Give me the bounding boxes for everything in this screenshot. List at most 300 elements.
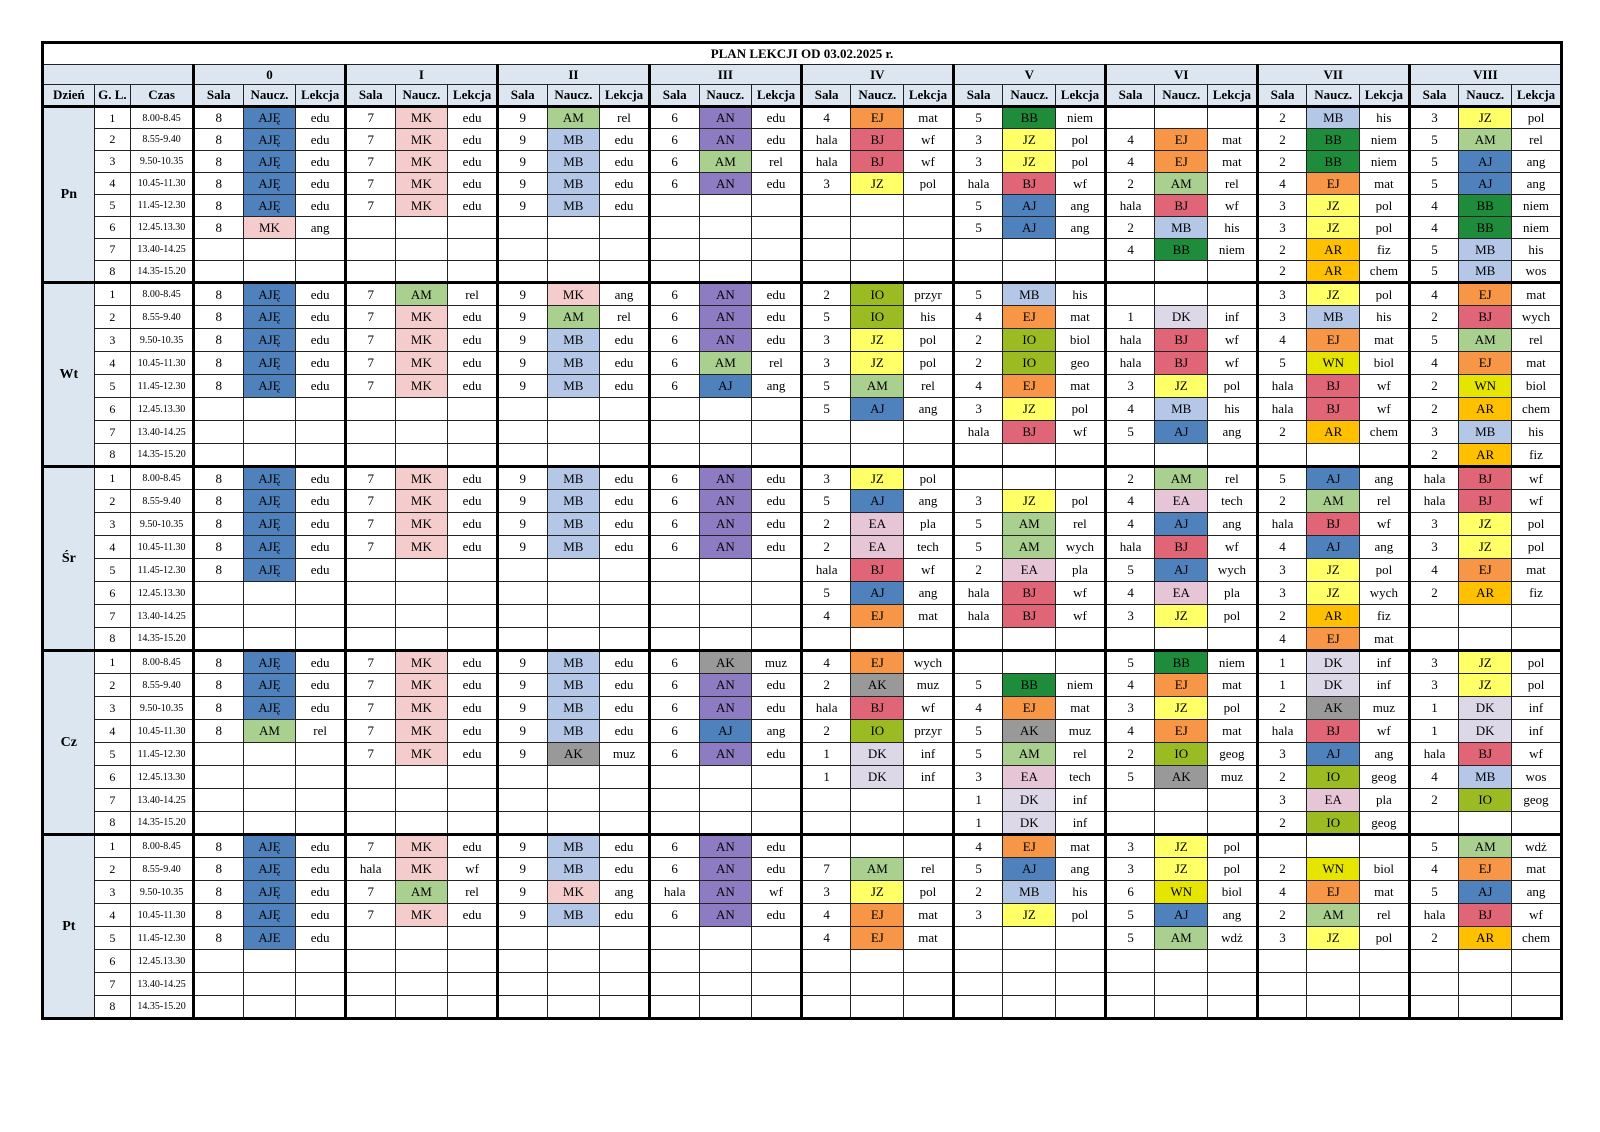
teacher-cell: MB xyxy=(547,835,600,858)
subject-cell: his xyxy=(1360,107,1410,129)
subject-cell: pol xyxy=(1360,283,1410,306)
room-cell: 8 xyxy=(193,467,243,490)
teacher-cell: AN xyxy=(699,129,752,151)
subject-cell xyxy=(1360,950,1410,973)
subject-cell xyxy=(904,628,954,651)
lesson-time: 14.35-15.20 xyxy=(131,996,194,1019)
room-cell: 9 xyxy=(497,858,547,881)
room-cell xyxy=(649,973,699,996)
teacher-cell: DK xyxy=(1459,697,1512,720)
room-cell: hala xyxy=(1105,352,1155,375)
teacher-cell xyxy=(547,628,600,651)
room-cell: 9 xyxy=(497,375,547,398)
teacher-column-header: Naucz. xyxy=(1155,85,1208,107)
room-cell xyxy=(1257,973,1307,996)
teacher-cell: DK xyxy=(1155,306,1208,329)
table-row xyxy=(43,107,1562,129)
room-cell xyxy=(345,261,395,283)
room-cell: 7 xyxy=(345,835,395,858)
subject-cell: ang xyxy=(1360,743,1410,766)
lesson-number: 8 xyxy=(94,812,130,835)
teacher-cell: EJ xyxy=(1155,720,1208,743)
subject-cell: edu xyxy=(296,107,346,129)
subject-cell: wf xyxy=(904,697,954,720)
room-cell: 1 xyxy=(953,789,1003,812)
lesson-number: 7 xyxy=(94,789,130,812)
lesson-time: 8.55-9.40 xyxy=(131,306,194,329)
teacher-cell: EJ xyxy=(1459,352,1512,375)
day-label: Cz xyxy=(43,651,95,835)
room-cell: 5 xyxy=(1257,467,1307,490)
teacher-cell: MB xyxy=(547,329,600,352)
teacher-cell: AJĘ xyxy=(243,904,296,927)
teacher-cell: JZ xyxy=(1459,674,1512,697)
lesson-time: 13.40-14.25 xyxy=(131,789,194,812)
room-cell: 2 xyxy=(953,329,1003,352)
subject-cell xyxy=(752,605,802,628)
subject-cell: pla xyxy=(1360,789,1410,812)
teacher-cell: AJĘ xyxy=(243,173,296,195)
teacher-cell: BJ xyxy=(1155,329,1208,352)
teacher-cell xyxy=(243,239,296,261)
teacher-cell xyxy=(1459,605,1512,628)
room-cell: 7 xyxy=(345,195,395,217)
subject-cell: mat xyxy=(904,605,954,628)
subject-cell: pol xyxy=(1512,536,1562,559)
subject-cell: mat xyxy=(1056,697,1106,720)
teacher-cell xyxy=(1003,467,1056,490)
subject-cell: wf xyxy=(752,881,802,904)
subject-cell xyxy=(600,927,650,950)
subject-cell: pla xyxy=(904,513,954,536)
room-cell: 2 xyxy=(1409,444,1459,467)
room-cell xyxy=(193,582,243,605)
room-cell: 8 xyxy=(193,107,243,129)
teacher-cell: BJ xyxy=(1307,720,1360,743)
teacher-cell: EJ xyxy=(1459,559,1512,582)
teacher-cell: AN xyxy=(699,858,752,881)
subject-cell: chem xyxy=(1360,421,1410,444)
room-cell: 1 xyxy=(801,766,851,789)
subject-cell: edu xyxy=(296,559,346,582)
subject-cell: pol xyxy=(1056,151,1106,173)
subject-cell: edu xyxy=(600,697,650,720)
day-label: Śr xyxy=(43,467,95,651)
day-column-header: Dzień xyxy=(43,85,95,107)
teacher-cell: AJ xyxy=(1459,173,1512,195)
subject-cell: mat xyxy=(904,904,954,927)
teacher-cell: AR xyxy=(1307,421,1360,444)
room-cell: 6 xyxy=(649,306,699,329)
teacher-cell: MB xyxy=(547,173,600,195)
teacher-cell: AM xyxy=(1155,467,1208,490)
subject-cell: niem xyxy=(1512,195,1562,217)
room-cell: 2 xyxy=(1257,239,1307,261)
room-cell xyxy=(345,628,395,651)
subject-cell xyxy=(600,398,650,421)
table-row xyxy=(43,398,1562,421)
room-column-header: Sala xyxy=(953,85,1003,107)
lesson-time: 13.40-14.25 xyxy=(131,239,194,261)
room-cell: 8 xyxy=(193,674,243,697)
subject-cell xyxy=(752,973,802,996)
subject-cell: edu xyxy=(448,674,498,697)
teacher-cell: IO xyxy=(1307,812,1360,835)
lesson-number: 6 xyxy=(94,950,130,973)
subject-cell: edu xyxy=(600,467,650,490)
subject-cell xyxy=(296,261,346,283)
room-cell: 8 xyxy=(193,306,243,329)
table-row xyxy=(43,239,1562,261)
subject-cell: biol xyxy=(1360,352,1410,375)
teacher-cell: JZ xyxy=(851,467,904,490)
subject-cell xyxy=(448,239,498,261)
teacher-cell xyxy=(547,789,600,812)
subject-cell xyxy=(752,789,802,812)
room-cell xyxy=(193,789,243,812)
subject-cell: edu xyxy=(296,881,346,904)
subject-cell xyxy=(752,444,802,467)
subject-cell: ang xyxy=(600,283,650,306)
teacher-cell: MB xyxy=(547,697,600,720)
subject-cell: edu xyxy=(296,697,346,720)
subject-cell: inf xyxy=(1512,697,1562,720)
room-cell: 6 xyxy=(649,107,699,129)
subject-cell: pol xyxy=(1208,697,1258,720)
subject-cell xyxy=(448,812,498,835)
subject-cell xyxy=(752,421,802,444)
subject-cell xyxy=(752,239,802,261)
subject-cell: rel xyxy=(1056,743,1106,766)
room-cell: hala xyxy=(1409,743,1459,766)
teacher-cell: AJ xyxy=(1155,513,1208,536)
subject-cell xyxy=(600,950,650,973)
subject-cell xyxy=(1208,812,1258,835)
lesson-time: 8.00-8.45 xyxy=(131,835,194,858)
teacher-cell: AJĘ xyxy=(243,352,296,375)
room-cell: 7 xyxy=(345,375,395,398)
room-cell: 4 xyxy=(1409,352,1459,375)
room-cell xyxy=(1409,628,1459,651)
day-label: Wt xyxy=(43,283,95,467)
teacher-cell xyxy=(547,444,600,467)
subject-cell: wf xyxy=(1056,582,1106,605)
teacher-cell: AJĘ xyxy=(243,107,296,129)
teacher-cell: MK xyxy=(395,490,448,513)
subject-cell: edu xyxy=(296,835,346,858)
room-cell: hala xyxy=(649,881,699,904)
teacher-cell: DK xyxy=(1003,789,1056,812)
teacher-cell: MB xyxy=(547,904,600,927)
lesson-number: 8 xyxy=(94,996,130,1019)
room-cell: 9 xyxy=(497,467,547,490)
subject-cell: edu xyxy=(296,927,346,950)
teacher-cell xyxy=(851,239,904,261)
room-cell: 4 xyxy=(1105,513,1155,536)
room-cell: 1 xyxy=(1105,306,1155,329)
subject-column-header: Lekcja xyxy=(1056,85,1106,107)
subject-cell xyxy=(904,835,954,858)
subject-cell xyxy=(296,444,346,467)
teacher-cell: EJ xyxy=(1307,173,1360,195)
class-header: IV xyxy=(801,65,953,85)
teacher-cell: AN xyxy=(699,329,752,352)
subject-cell: wf xyxy=(1208,329,1258,352)
teacher-cell: AR xyxy=(1307,239,1360,261)
subject-cell: rel xyxy=(752,151,802,173)
teacher-cell: AJ xyxy=(1155,559,1208,582)
subject-column-header: Lekcja xyxy=(1360,85,1410,107)
subject-cell: chem xyxy=(1360,261,1410,283)
class-header: III xyxy=(649,65,801,85)
subject-cell: wf xyxy=(1512,467,1562,490)
teacher-cell xyxy=(699,628,752,651)
subject-cell: pol xyxy=(1360,927,1410,950)
lesson-time: 8.00-8.45 xyxy=(131,651,194,674)
lesson-time: 12.45.13.30 xyxy=(131,766,194,789)
room-cell: 5 xyxy=(953,195,1003,217)
subject-cell: ang xyxy=(600,881,650,904)
teacher-cell: BJ xyxy=(1003,173,1056,195)
teacher-cell: AJ xyxy=(1307,536,1360,559)
teacher-cell xyxy=(243,812,296,835)
room-cell: 5 xyxy=(1105,421,1155,444)
teacher-cell: AR xyxy=(1459,582,1512,605)
teacher-cell xyxy=(243,743,296,766)
teacher-cell xyxy=(547,605,600,628)
subject-cell xyxy=(752,398,802,421)
subject-cell: edu xyxy=(448,173,498,195)
room-cell: hala xyxy=(1257,513,1307,536)
room-cell: hala xyxy=(801,129,851,151)
teacher-cell: MK xyxy=(395,674,448,697)
room-cell: 4 xyxy=(1105,490,1155,513)
room-cell: 2 xyxy=(1409,789,1459,812)
teacher-cell: AJ xyxy=(1155,904,1208,927)
subject-cell: muz xyxy=(904,674,954,697)
teacher-cell: AJ xyxy=(1459,881,1512,904)
teacher-cell: AN xyxy=(699,743,752,766)
room-column-header: Sala xyxy=(193,85,243,107)
teacher-cell xyxy=(395,950,448,973)
subject-cell: mat xyxy=(1512,559,1562,582)
subject-cell: pol xyxy=(1360,195,1410,217)
subject-cell: biol xyxy=(1512,375,1562,398)
subject-cell: niem xyxy=(1208,651,1258,674)
teacher-cell: MK xyxy=(395,107,448,129)
subject-cell xyxy=(600,582,650,605)
teacher-cell: AJĘ xyxy=(243,329,296,352)
subject-cell: edu xyxy=(296,129,346,151)
room-cell: 7 xyxy=(345,352,395,375)
room-cell xyxy=(649,766,699,789)
subject-cell: edu xyxy=(752,129,802,151)
room-cell: hala xyxy=(1409,467,1459,490)
room-cell: 3 xyxy=(801,881,851,904)
teacher-cell xyxy=(243,444,296,467)
subject-cell xyxy=(904,217,954,239)
room-cell xyxy=(345,789,395,812)
lesson-number: 2 xyxy=(94,129,130,151)
subject-cell: edu xyxy=(600,651,650,674)
lesson-number: 2 xyxy=(94,858,130,881)
teacher-cell xyxy=(1155,789,1208,812)
room-cell: 8 xyxy=(193,881,243,904)
subject-cell: geog xyxy=(1512,789,1562,812)
lesson-time: 12.45.13.30 xyxy=(131,582,194,605)
teacher-cell xyxy=(699,812,752,835)
teacher-cell: EJ xyxy=(1003,697,1056,720)
subject-cell xyxy=(448,950,498,973)
lesson-time: 11.45-12.30 xyxy=(131,195,194,217)
subject-cell: pol xyxy=(1360,217,1410,239)
teacher-cell: AM xyxy=(1307,490,1360,513)
subject-cell: edu xyxy=(448,513,498,536)
subject-cell xyxy=(600,766,650,789)
room-cell: hala xyxy=(1257,720,1307,743)
teacher-cell: AJĘ xyxy=(243,513,296,536)
teacher-cell: BB xyxy=(1459,217,1512,239)
teacher-cell xyxy=(1155,996,1208,1019)
subject-cell: edu xyxy=(448,743,498,766)
teacher-cell xyxy=(699,195,752,217)
teacher-cell: JZ xyxy=(1003,151,1056,173)
subject-cell: edu xyxy=(600,904,650,927)
teacher-cell: AM xyxy=(1459,129,1512,151)
subject-cell: niem xyxy=(1360,129,1410,151)
teacher-cell xyxy=(395,927,448,950)
teacher-cell: BJ xyxy=(1155,195,1208,217)
table-row xyxy=(43,835,1562,858)
subject-cell: edu xyxy=(448,375,498,398)
teacher-cell: EJ xyxy=(851,107,904,129)
teacher-cell: AJĘ xyxy=(243,536,296,559)
room-cell: hala xyxy=(801,697,851,720)
teacher-cell xyxy=(1155,261,1208,283)
teacher-cell: JZ xyxy=(1307,217,1360,239)
room-cell xyxy=(497,261,547,283)
teacher-cell xyxy=(699,950,752,973)
subject-cell: edu xyxy=(752,467,802,490)
teacher-cell: BB xyxy=(1459,195,1512,217)
teacher-cell xyxy=(243,582,296,605)
teacher-cell: AN xyxy=(699,107,752,129)
subject-cell xyxy=(1208,973,1258,996)
subject-cell: pol xyxy=(904,329,954,352)
teacher-cell xyxy=(395,217,448,239)
room-cell xyxy=(649,195,699,217)
subject-cell: inf xyxy=(1056,789,1106,812)
teacher-cell: AN xyxy=(699,467,752,490)
room-cell xyxy=(1105,973,1155,996)
teacher-cell: AJĘ xyxy=(243,195,296,217)
subject-cell xyxy=(448,996,498,1019)
subject-cell: mat xyxy=(1208,151,1258,173)
teacher-cell: AM xyxy=(851,375,904,398)
lesson-number: 4 xyxy=(94,904,130,927)
teacher-cell xyxy=(243,398,296,421)
room-cell: 4 xyxy=(801,927,851,950)
teacher-cell xyxy=(243,766,296,789)
room-cell xyxy=(801,835,851,858)
teacher-cell: BJ xyxy=(1459,306,1512,329)
room-cell xyxy=(649,996,699,1019)
subject-cell: fiz xyxy=(1360,239,1410,261)
teacher-column-header: Naucz. xyxy=(1003,85,1056,107)
room-cell: 9 xyxy=(497,513,547,536)
teacher-cell: EJ xyxy=(1003,835,1056,858)
teacher-cell: EA xyxy=(1155,490,1208,513)
room-cell xyxy=(193,398,243,421)
room-cell: 9 xyxy=(497,329,547,352)
room-cell xyxy=(953,651,1003,674)
subject-column-header: Lekcja xyxy=(448,85,498,107)
lesson-time: 10.45-11.30 xyxy=(131,720,194,743)
room-cell xyxy=(193,996,243,1019)
room-cell: 8 xyxy=(193,195,243,217)
subject-cell: wf xyxy=(1056,605,1106,628)
teacher-cell: BB xyxy=(1003,107,1056,129)
lesson-time: 10.45-11.30 xyxy=(131,352,194,375)
subject-cell: ang xyxy=(752,375,802,398)
teacher-cell xyxy=(547,261,600,283)
subject-cell: edu xyxy=(600,329,650,352)
subject-cell: edu xyxy=(752,674,802,697)
room-cell xyxy=(497,950,547,973)
teacher-cell: AJĘ xyxy=(243,375,296,398)
room-cell: 7 xyxy=(345,697,395,720)
room-cell xyxy=(1105,628,1155,651)
time-column-header: Czas xyxy=(131,85,194,107)
room-cell: 2 xyxy=(801,513,851,536)
lesson-number: 7 xyxy=(94,973,130,996)
lesson-time: 8.00-8.45 xyxy=(131,107,194,129)
room-cell xyxy=(801,628,851,651)
teacher-cell: AM xyxy=(699,352,752,375)
room-cell: 6 xyxy=(649,467,699,490)
room-column-header: Sala xyxy=(1257,85,1307,107)
teacher-cell: AM xyxy=(699,151,752,173)
subject-cell: ang xyxy=(752,720,802,743)
table-row xyxy=(43,513,1562,536)
teacher-cell xyxy=(699,239,752,261)
lesson-number: 6 xyxy=(94,398,130,421)
subject-cell: his xyxy=(1056,881,1106,904)
teacher-cell: MB xyxy=(1459,239,1512,261)
subject-column-header: Lekcja xyxy=(752,85,802,107)
room-cell: 7 xyxy=(345,283,395,306)
subject-cell xyxy=(1056,996,1106,1019)
lesson-number: 4 xyxy=(94,352,130,375)
table-row xyxy=(43,950,1562,973)
table-row xyxy=(43,173,1562,195)
teacher-cell: DK xyxy=(851,766,904,789)
room-cell: 7 xyxy=(345,674,395,697)
room-cell: 3 xyxy=(953,766,1003,789)
room-cell xyxy=(345,398,395,421)
room-cell: 9 xyxy=(497,283,547,306)
teacher-cell: BB xyxy=(1307,151,1360,173)
room-cell xyxy=(649,605,699,628)
table-row xyxy=(43,743,1562,766)
subject-cell: rel xyxy=(1208,173,1258,195)
subject-cell: wf xyxy=(1208,352,1258,375)
teacher-cell xyxy=(1003,628,1056,651)
room-cell xyxy=(1105,996,1155,1019)
subject-cell: mat xyxy=(1512,352,1562,375)
teacher-cell: EJ xyxy=(851,651,904,674)
lesson-time: 12.45.13.30 xyxy=(131,398,194,421)
